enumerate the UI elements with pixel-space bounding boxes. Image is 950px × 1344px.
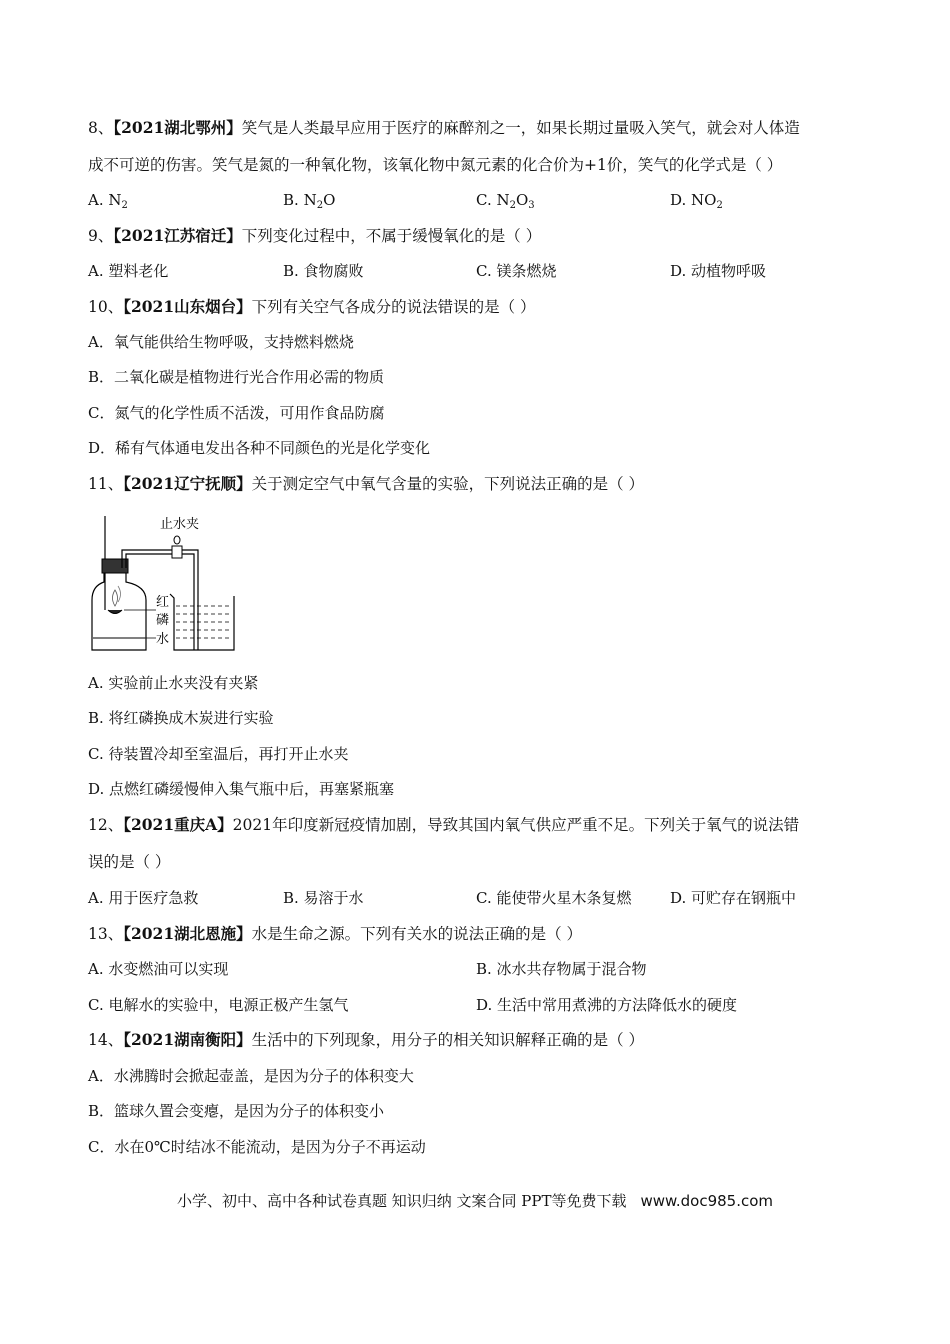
- q9-option-c: C. 镁条燃烧: [476, 262, 557, 280]
- q10-option-d: D．稀有气体通电发出各种不同颜色的光是化学变化: [88, 439, 431, 457]
- q10-option-b: B．二氧化碳是植物进行光合作用必需的物质: [88, 368, 385, 386]
- q12-stem-line2: 误的是（ ）: [88, 853, 171, 871]
- q10-option-a: A．氧气能供给生物呼吸，支持燃料燃烧: [88, 333, 354, 351]
- q8-stem-line2: 成不可逆的伤害。笑气是氮的一种氧化物，该氧化物中氮元素的化合价为+1价，笑气的化学式是（ ）: [88, 156, 783, 174]
- footer-url[interactable]: www.doc985.com: [640, 1192, 774, 1210]
- q9-stem: 9、【2021江苏宿迁】下列变化过程中，不属于缓慢氧化的是（ ）: [88, 226, 542, 245]
- q9-option-d: D. 动植物呼吸: [670, 262, 767, 280]
- q13-option-b: B. 冰水共存物属于混合物: [476, 960, 647, 978]
- footer-text: 小学、初中、高中各种试卷真题 知识归纳 文案合同 PPT等免费下载: [176, 1192, 627, 1210]
- apparatus-diagram: [88, 510, 258, 660]
- q12-option-b: B. 易溶于水: [283, 889, 364, 907]
- q13-option-c: C. 电解水的实验中，电源正极产生氢气: [88, 996, 349, 1014]
- q10-stem: 10、【2021山东烟台】下列有关空气各成分的说法错误的是（ ）: [88, 297, 536, 316]
- q11-option-c: C. 待装置冷却至室温后，再打开止水夹: [88, 745, 349, 763]
- q12-option-d: D. 可贮存在钢瓶中: [670, 889, 797, 907]
- q8-option-b: B. $N_2O$: [283, 191, 336, 211]
- q14-option-c: C．水在0℃时结冰不能流动，是因为分子不再运动: [88, 1138, 426, 1156]
- clamp-screw: [174, 536, 180, 544]
- phosphorus-label-2: 磷: [156, 613, 170, 628]
- q11-option-a: A. 实验前止水夹没有夹紧: [88, 674, 259, 692]
- q8-option-d: D. $NO_2$: [670, 191, 723, 211]
- q13-option-d: D. 生活中常用煮沸的方法降低水的硬度: [476, 996, 738, 1014]
- combustion-spoon: [108, 610, 122, 614]
- q10-option-c: C．氮气的化学性质不活泼，可用作食品防腐: [88, 404, 385, 422]
- q11-stem: 11、【2021辽宁抚顺】关于测定空气中氧气含量的实验，下列说法正确的是（ ）: [88, 474, 645, 493]
- flame: [113, 590, 118, 606]
- q13-option-a: A. 水变燃油可以实现: [88, 960, 229, 978]
- clamp-label: 止水夹: [160, 517, 200, 532]
- q13-stem: 13、【2021湖北恩施】水是生命之源。下列有关水的说法正确的是（ ）: [88, 924, 583, 943]
- bottle-stopper: [102, 559, 128, 573]
- phosphorus-label-1: 红: [156, 595, 170, 610]
- q14-option-a: A．水沸腾时会掀起壶盖，是因为分子的体积变大: [88, 1067, 414, 1085]
- q11-option-d: D. 点燃红磷缓慢伸入集气瓶中后，再塞紧瓶塞: [88, 780, 395, 798]
- water-label: 水: [156, 632, 170, 647]
- beaker-water: [176, 606, 232, 638]
- q12-stem-line1: 12、【2021重庆A】2021年印度新冠疫情加剧，导致其国内氧气供应严重不足。下列关于氧气的说法错: [88, 815, 800, 834]
- q14-stem: 14、【2021湖南衡阳】生活中的下列现象，用分子的相关知识解释正确的是（ ）: [88, 1030, 645, 1049]
- q12-option-a: A. 用于医疗急救: [88, 889, 199, 907]
- q14-option-b: B．篮球久置会变瘪，是因为分子的体积变小: [88, 1102, 385, 1120]
- q9-option-a: A. 塑料老化: [88, 262, 169, 280]
- smoke: [118, 586, 121, 602]
- page-footer: [0, 1190, 950, 1211]
- q8-option-a: A. $N_2$: [88, 191, 128, 211]
- q8-option-c: C. $N_2O_3$: [476, 191, 535, 211]
- q12-option-c: C. 能使带火星木条复燃: [476, 889, 632, 907]
- q8-stem-line1: 8、【2021湖北鄂州】笑气是人类最早应用于医疗的麻醉剂之一，如果长期过量吸入笑气，就会对人体造: [88, 118, 800, 137]
- q9-option-b: B. 食物腐败: [283, 262, 364, 280]
- q11-option-b: B. 将红磷换成木炭进行实验: [88, 709, 274, 727]
- water-clamp: [172, 546, 182, 558]
